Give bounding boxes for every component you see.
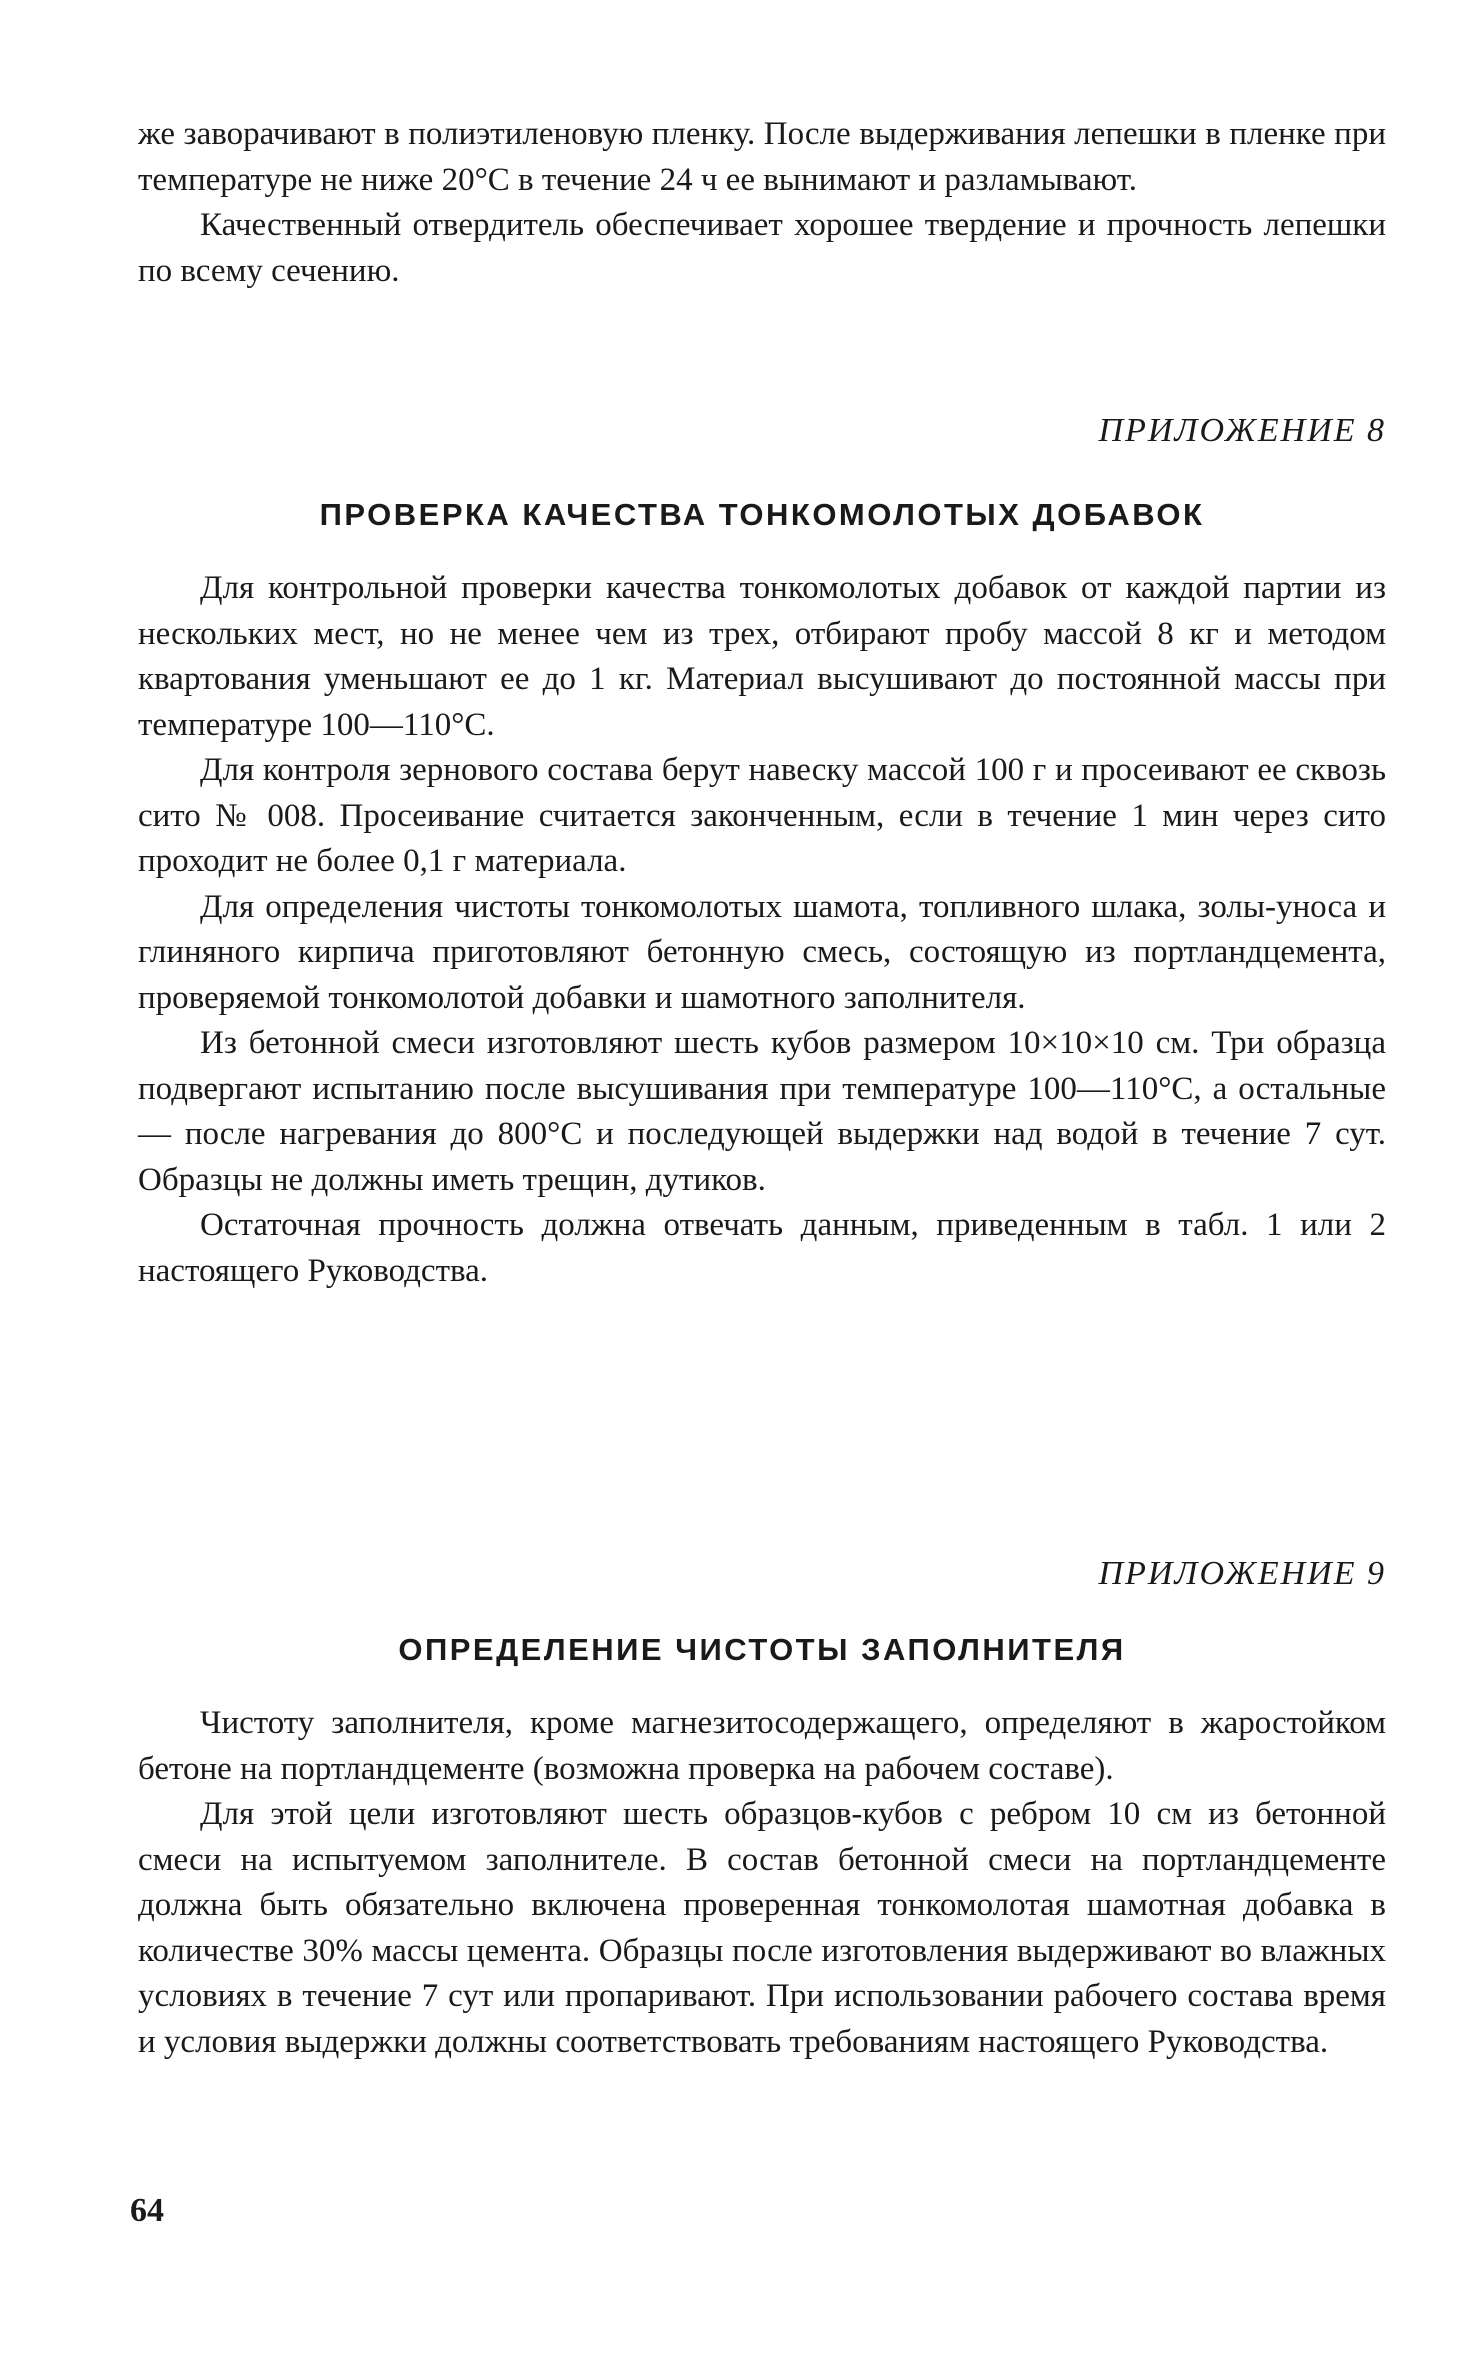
appendix-9-paragraph: Чистоту заполнителя, кроме магнезитосодержащего, определяют в жаростойком бетоне на портландцементе (возможна проверка на рабочем составе). xyxy=(138,1705,1386,1787)
top-continuation-text xyxy=(138,112,1386,294)
appendix-8-paragraph: Для определения чистоты тонкомолотых шамота, топливного шлака, золы-уноса и глиняного кирпича приготовляют бетонную смесь, состоящую из портландцемента, проверяемой тонкомолотой добавки и шамотного заполнителя. xyxy=(138,888,1386,1016)
appendix-8-title-block xyxy=(138,497,1386,533)
appendix-9-label-block xyxy=(138,1555,1386,1593)
appendix-8-body xyxy=(138,566,1386,1294)
hardener-paragraph: Качественный отвердитель обеспечивает хорошее твердение и прочность лепешки по всему сечению. xyxy=(138,207,1386,289)
appendix-8-title: ПРОВЕРКА КАЧЕСТВА ТОНКОМОЛОТЫХ ДОБАВОК xyxy=(319,497,1205,532)
appendix-9-label: ПРИЛОЖЕНИЕ 9 xyxy=(1098,1555,1386,1592)
appendix-8-label-block xyxy=(138,412,1386,450)
page-number: 64 xyxy=(130,2192,164,2229)
appendix-8-paragraph: Из бетонной смеси изготовляют шесть кубов размером 10×10×10 см. Три образца подвергают испытанию после высушивания при температуре 100—110°С, а остальные — после нагревания до 800°С и последующей выдержки над водой в течение 7 сут. Образцы не должны иметь трещин, дутиков. xyxy=(138,1025,1386,1198)
appendix-8-label: ПРИЛОЖЕНИЕ 8 xyxy=(1098,412,1386,449)
appendix-8-paragraph: Остаточная прочность должна отвечать данным, приведенным в табл. 1 или 2 настоящего Руководства. xyxy=(138,1207,1386,1289)
appendix-9-paragraph: Для этой цели изготовляют шесть образцов-кубов с ребром 10 см из бетонной смеси на испытуемом заполнителе. В состав бетонной смеси на портландцементе должна быть обязательно включена проверенная тонкомолотая шамотная добавка в количестве 30% массы цемента. Образцы после изготовления выдерживают во влажных условиях в течение 7 сут или пропаривают. При использовании рабочего состава время и условия выдержки должны соответствовать требованиям настоящего Руководства. xyxy=(138,1796,1386,2060)
appendix-8-paragraph: Для контроля зернового состава берут навеску массой 100 г и просеивают ее сквозь сито № 008. Просеивание считается законченным, если в течение 1 мин через сито проходит не более 0,1 г материала. xyxy=(138,752,1386,879)
continuation-paragraph: же заворачивают в полиэтиленовую пленку. После выдерживания лепешки в пленке при температуре не ниже 20°С в течение 24 ч ее вынимают и разламывают. xyxy=(138,116,1386,198)
appendix-9-body xyxy=(138,1701,1386,2065)
appendix-8-paragraph: Для контрольной проверки качества тонкомолотых добавок от каждой партии из нескольких мест, но не менее чем из трех, отбирают пробу массой 8 кг и методом квартования уменьшают ее до 1 кг. Материал высушивают до постоянной массы при температуре 100—110°С. xyxy=(138,570,1386,743)
appendix-9-title: ОПРЕДЕЛЕНИЕ ЧИСТОТЫ ЗАПОЛНИТЕЛЯ xyxy=(398,1632,1126,1667)
appendix-9-title-block xyxy=(138,1632,1386,1668)
